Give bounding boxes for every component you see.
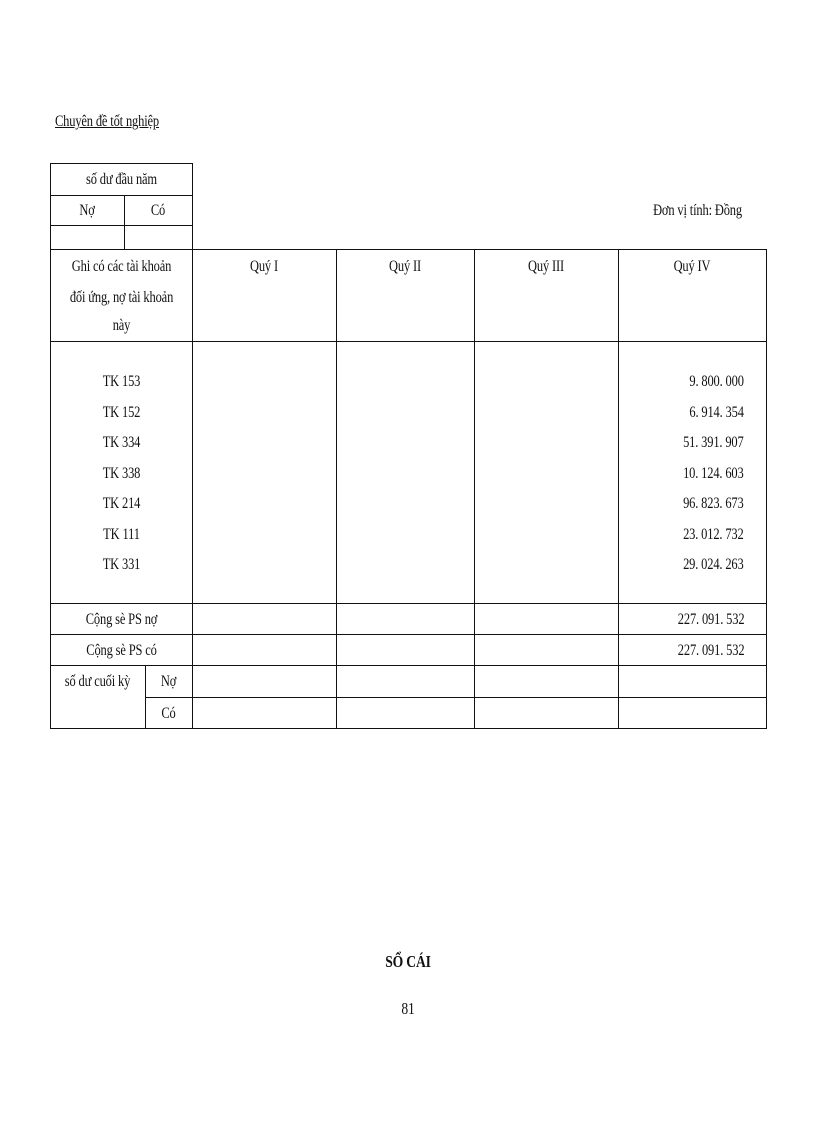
total-credit-label: Cộng sè PS có — [86, 642, 157, 659]
table-row-account: TK 111 — [103, 526, 140, 543]
table-row-q4-value: 9. 800. 000 — [689, 373, 744, 390]
total-credit-q4-value: 227. 091. 532 — [677, 642, 744, 659]
table-row-account: TK 338 — [102, 465, 141, 482]
table-row-account: TK 334 — [102, 434, 141, 451]
table-row-account: TK 331 — [102, 556, 141, 573]
table-row-account: TK 152 — [102, 404, 141, 421]
opening-balance-debit-label: Nợ — [79, 202, 95, 219]
closing-balance-debit-label: Nợ — [160, 673, 177, 690]
total-debit-q4-value: 227. 091. 532 — [677, 611, 744, 628]
first-col-header-line-1: Ghi có các tài khoản — [71, 258, 172, 275]
total-debit-label: Cộng sè PS nợ — [85, 611, 158, 628]
first-col-header-line-2: đối ứng, nợ tài khoản — [69, 289, 174, 306]
opening-balance-credit-label: Có — [150, 202, 166, 219]
table-row-q4-value: 29. 024. 263 — [683, 556, 744, 573]
unit-label: Đơn vị tính: Đồng — [653, 202, 742, 219]
table-row-q4-value: 23. 012. 732 — [683, 526, 744, 543]
header-quarter-2: Quý II — [388, 258, 421, 275]
opening-balance-title: số dư đầu năm — [86, 171, 157, 188]
closing-balance-credit-label: Có — [161, 705, 176, 722]
table-row-account: TK 153 — [102, 373, 141, 390]
table-row-q4-value: 96. 823. 673 — [683, 495, 744, 512]
table-row-q4-value: 10. 124. 603 — [683, 465, 744, 482]
header-quarter-3: Quý III — [527, 258, 564, 275]
header-quarter-4: Quý IV — [673, 258, 711, 275]
page-number: 81 — [401, 999, 415, 1018]
ledger-title: SỔ CÁI — [385, 952, 431, 971]
closing-balance-label: số dư cuối kỳ — [64, 673, 131, 690]
header-quarter-1: Quý I — [249, 258, 278, 275]
table-row-q4-value: 51. 391. 907 — [683, 434, 744, 451]
document-header-title: Chuyên đề tốt nghiệp — [55, 113, 159, 130]
table-row-q4-value: 6. 914. 354 — [689, 404, 744, 421]
first-col-header-line-3: này — [112, 317, 131, 334]
table-row-account: TK 214 — [102, 495, 141, 512]
